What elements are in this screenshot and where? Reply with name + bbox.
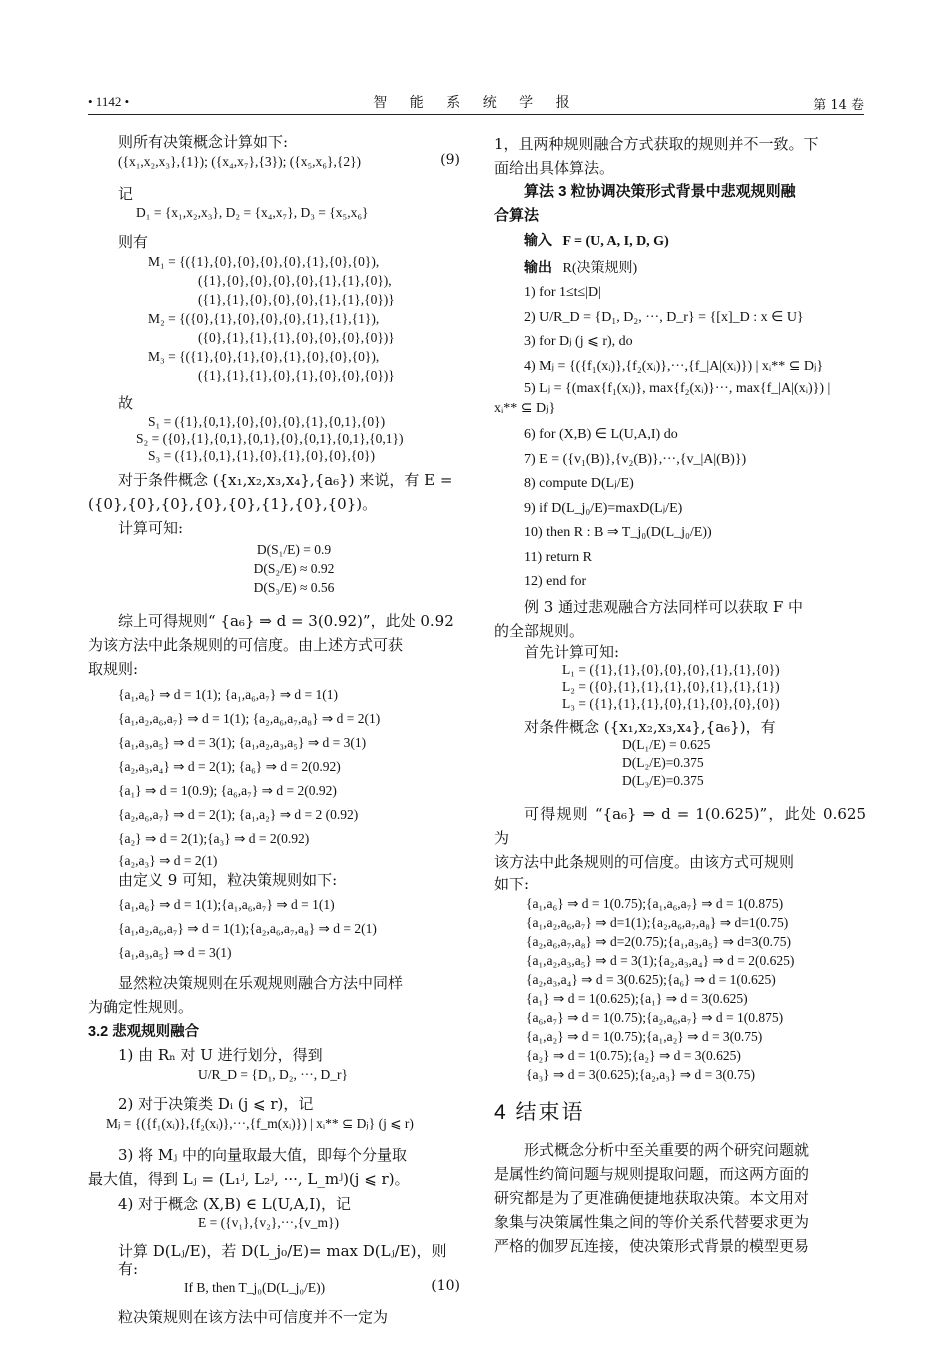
formula: ({1},{1},{1},{0},{1},{0},{0},{0})}	[198, 368, 395, 383]
page-number: • 1142 •	[88, 94, 130, 109]
formula: ({0},{1},{1},{1},{0},{0},{0},{0})}	[198, 330, 395, 345]
paragraph: 3) 将 Mⱼ 中的向量取最大值，即每个分量取	[118, 1146, 408, 1164]
formula: L₁ = ({1},{1},{0},{0},{0},{1},{1},{0})	[562, 661, 780, 677]
formula: D(S₁/E) = 0.9	[256, 542, 332, 557]
rule-line: {a₂} ⇒ d = 1(0.75);{a₂} ⇒ d = 3(0.625)	[526, 1047, 741, 1063]
rule-line: {a₁,a₂,a₃,a₅} ⇒ d = 3(1);{a₂,a₃,a₄} ⇒ d = 2(0.625)	[526, 952, 795, 968]
algorithm-title: 合算法	[494, 207, 540, 224]
paragraph: 对条件概念 ({x₁,x₂,x₃,x₄},{a₆})，有	[524, 717, 776, 736]
algorithm-step: 8) compute D(Lⱼ/E)	[524, 476, 634, 491]
rule-line: {a₁,a₆} ⇒ d = 1(1);{a₁,a₆,a₇} ⇒ d = 1(1)	[118, 897, 335, 912]
paragraph: 则有	[118, 233, 149, 251]
algorithm-step: 9) if D(L_j₀/E)=maxD(Lⱼ/E)	[524, 500, 683, 516]
equation-number: (9)	[440, 152, 460, 168]
input-value: F = (U, A, I, D, G)	[562, 234, 669, 249]
paragraph: 严格的伽罗瓦连接，使决策形式背景的模型更易	[494, 1236, 810, 1255]
rule-line: {a₁,a₂,a₆,a₇} ⇒ d = 1(1);{a₂,a₆,a₇,a₈} ⇒ d = 2(1)	[118, 921, 377, 936]
paragraph: 故	[118, 394, 134, 412]
paragraph: 可得规则 “{a₆} ⇒ d = 1(0.625)”，此处 0.625 为	[494, 804, 866, 847]
rule-line: {a₃} ⇒ d = 3(0.625);{a₂,a₃} ⇒ d = 3(0.75)	[526, 1066, 755, 1082]
paragraph: 象集与决策属性集之间的等价关系代替要求更为	[494, 1212, 810, 1231]
paragraph: ({0},{0},{0},{0},{0},{1},{0},{0})。	[88, 495, 378, 513]
formula: D(L₃/E)=0.375	[622, 772, 704, 788]
volume-label: 第 14 卷	[813, 98, 864, 113]
algorithm-step: xᵢ** ⊆ Dⱼ}	[494, 401, 556, 416]
algorithm-step: 5) Lⱼ = {(max{f₁(xᵢ)}, max{f₂(xᵢ)}···, max{f_|A|(xᵢ)}) |	[524, 381, 831, 396]
rule-line: {a₁,a₃,a₅} ⇒ d = 3(1)	[118, 945, 232, 960]
output-label: 输出	[524, 258, 552, 275]
paragraph: 4) 对于概念 (X,B) ∈ L(U,A,I)，记	[118, 1195, 351, 1213]
paragraph: 1，且两种规则融合方式获取的规则并不一致。下	[494, 135, 819, 153]
equation-10	[88, 1278, 460, 1297]
rule-line: {a₁,a₂} ⇒ d = 1(0.75);{a₁,a₂} ⇒ d = 3(0.75)	[526, 1028, 763, 1044]
paragraph: 最大值，得到 Lⱼ = (L₁ʲ, L₂ʲ, ···, L_mʲ)(j ⩽ r)。	[88, 1170, 410, 1188]
algorithm-step: 10) then R : B ⇒ T_j₀(D(L_j₀/E))	[524, 525, 712, 540]
paragraph: 取规则:	[88, 660, 139, 678]
formula: ({1},{1},{0},{0},{0},{1},{1},{0})}	[198, 292, 395, 307]
rule-line: {a₂,a₃} ⇒ d = 2(1)	[118, 853, 218, 868]
rule-line: {a₁,a₃,a₅} ⇒ d = 3(1); {a₁,a₂,a₃,a₅} ⇒ d = 3(1)	[118, 735, 367, 750]
journal-title: 智 能 系 统 学 报	[373, 95, 579, 111]
paragraph: 首先计算可知:	[524, 642, 620, 661]
algorithm-step: 3) for Dⱼ (j ⩽ r), do	[524, 334, 633, 349]
paragraph: 2) 对于决策类 Dᵢ (j ⩽ r)，记	[118, 1095, 314, 1113]
algorithm-step: 6) for (X,B) ∈ L(U,A,I) do	[524, 427, 678, 442]
rule-line: {a₂,a₃,a₄} ⇒ d = 3(0.625);{a₆} ⇒ d = 1(0.625)	[526, 971, 776, 987]
formula: M₁ = {({1},{0},{0},{0},{0},{1},{0},{0}),	[148, 254, 380, 269]
rule-line: {a₁,a₂,a₆,a₇} ⇒ d = 1(1); {a₂,a₆,a₇,a₈} ⇒ d = 2(1)	[118, 711, 381, 726]
example-heading: 例 3 通过悲观融合方法同样可以获取 F 中	[524, 597, 804, 616]
formula: L₂ = ({0},{1},{1},{1},{0},{1},{1},{1})	[562, 678, 780, 694]
paragraph: 的全部规则。	[494, 621, 585, 640]
section-heading: 4 结束语	[494, 1100, 585, 1124]
paragraph: 计算 D(Lⱼ/E)，若 D(L_j₀/E)= max D(Lⱼ/E)，则有:	[118, 1242, 447, 1278]
formula: S₂ = ({0},{1},{0,1},{0,1},{0},{0,1},{0,1},{0,1})	[136, 431, 404, 446]
paragraph: 如下:	[494, 874, 530, 893]
rule-line: {a₂,a₆,a₇,a₈} ⇒ d=2(0.75);{a₁,a₃,a₅} ⇒ d=3(0.75)	[526, 933, 792, 949]
formula: L₃ = ({1},{1},{1},{0},{1},{0},{0},{0})	[562, 695, 780, 711]
algorithm-title: 算法 3 粒协调决策形式背景中悲观规则融	[524, 183, 796, 200]
equation-body: If B, then T_j₀(D(L_j₀/E))	[184, 1280, 326, 1295]
rule-line: {a₂,a₃,a₄} ⇒ d = 2(1); {a₆} ⇒ d = 2(0.92)	[118, 759, 341, 774]
equation-number: (10)	[431, 1278, 460, 1294]
formula: S₃ = ({1},{0,1},{1},{0},{1},{0},{0},{0})	[148, 448, 375, 463]
paragraph: 形式概念分析中至关重要的两个研究问题就	[524, 1140, 810, 1159]
paragraph: 则所有决策概念计算如下:	[118, 133, 289, 151]
rule-line: {a₂} ⇒ d = 2(1);{a₃} ⇒ d = 2(0.92)	[118, 831, 310, 846]
rule-line: {a₆,a₇} ⇒ d = 1(0.75);{a₂,a₆,a₇} ⇒ d = 1(0.875)	[526, 1009, 784, 1025]
algorithm-step: 12) end for	[524, 574, 587, 589]
algorithm-step: 11) return R	[524, 549, 592, 565]
formula: D₁ = {x₁,x₂,x₃}, D₂ = {x₄,x₇}, D₃ = {x₅,x₆}	[136, 205, 369, 220]
paragraph: 面给出具体算法。	[494, 159, 615, 177]
formula: D(S₃/E) ≈ 0.56	[253, 580, 335, 595]
rule-line: {a₁} ⇒ d = 1(0.625);{a₁} ⇒ d = 3(0.625)	[526, 990, 748, 1006]
paragraph: 该方法中此条规则的可信度。由该方式可规则	[494, 852, 795, 871]
paragraph: 为确定性规则。	[88, 998, 194, 1016]
algorithm-output	[494, 255, 866, 282]
output-value: R(决策规则)	[562, 260, 638, 276]
paragraph: 研究都是为了更准确便捷地获取决策。本文用对	[494, 1188, 810, 1207]
equation-9	[88, 152, 460, 171]
running-header	[88, 92, 864, 115]
paragraph: 记	[118, 185, 134, 203]
algorithm-step: 2) U/R_D = {D₁, D₂, ···, D_r} = {[x]_D : x ∈ U}	[524, 309, 804, 325]
formula: D(L₁/E) = 0.625	[622, 736, 711, 752]
paragraph: 为该方法中此条规则的可信度。由上述方式可获	[88, 636, 404, 654]
algorithm-input	[494, 228, 866, 255]
rule-line: {a₁,a₂,a₆,a₇} ⇒ d=1(1);{a₂,a₆,a₇,a₈} ⇒ d=1(0.75)	[526, 914, 789, 930]
formula: U/R_D = {D₁, D₂, ···, D_r}	[198, 1067, 348, 1082]
paragraph: 综上可得规则“ {a₆} ⇒ d = 3(0.92)”，此处 0.92	[118, 612, 454, 630]
rule-line: {a₁,a₆} ⇒ d = 1(1); {a₁,a₆,a₇} ⇒ d = 1(1)	[118, 687, 338, 702]
paragraph: 计算可知:	[118, 519, 184, 537]
formula: D(L₂/E)=0.375	[622, 754, 704, 770]
paragraph: 1) 由 Rₙ 对 U 进行划分，得到	[118, 1046, 323, 1064]
equation-body: ({x₁,x₂,x₃},{1}); ({x₄,x₇},{3}); ({x₅,x₆},{2})	[118, 154, 362, 169]
formula: D(S₂/E) ≈ 0.92	[253, 561, 335, 576]
formula: M₂ = {({0},{1},{0},{0},{0},{1},{1},{1}),	[148, 311, 380, 326]
formula: E = ({v₁},{v₂},···,{v_m})	[198, 1215, 340, 1230]
right-column	[494, 132, 866, 1258]
paragraph: 是属性约简问题与规则提取问题，而这两方面的	[494, 1164, 810, 1183]
formula: M₃ = {({1},{0},{1},{0},{1},{0},{0},{0}),	[148, 349, 380, 364]
paragraph: 显然粒决策规则在乐观规则融合方法中同样	[118, 974, 404, 992]
rule-line: {a₁,a₆} ⇒ d = 1(0.75);{a₁,a₆,a₇} ⇒ d = 1(0.875)	[526, 895, 784, 911]
formula: ({1},{0},{0},{0},{0},{1},{1},{0}),	[198, 273, 392, 288]
paragraph: 由定义 9 可知，粒决策规则如下:	[118, 871, 338, 889]
algorithm-step: 4) Mⱼ = {({f₁(xᵢ)},{f₂(xᵢ)},···,{f_|A|(xᵢ)}) | xᵢ** ⊆ Dⱼ}	[524, 358, 824, 374]
algorithm-step: 1) for 1≤t≤|D|	[524, 285, 601, 300]
left-column	[88, 132, 460, 1329]
algorithm-step: 7) E = ({v₁(B)},{v₂(B)},···,{v_|A|(B)})	[524, 451, 747, 467]
formula: Mⱼ = {({f₁(xᵢ)},{f₂(xᵢ)},···,{f_m(xᵢ)}) | xᵢ** ⊆ Dⱼ} (j ⩽ r)	[106, 1116, 414, 1131]
input-label: 输入	[524, 232, 552, 248]
section-heading: 3.2 悲观规则融合	[88, 1024, 200, 1040]
rule-line: {a₁} ⇒ d = 1(0.9); {a₆,a₇} ⇒ d = 2(0.92)	[118, 783, 337, 798]
paragraph: 粒决策规则在该方法中可信度并不一定为	[118, 1308, 389, 1326]
formula: S₁ = ({1},{0,1},{0},{0},{0},{1},{0,1},{0})	[148, 414, 386, 429]
rule-line: {a₂,a₆,a₇} ⇒ d = 2(1); {a₁,a₂} ⇒ d = 2 (0.92)	[118, 807, 359, 822]
paragraph: 对于条件概念 ({x₁,x₂,x₃,x₄},{a₆}) 来说，有 E =	[118, 471, 453, 489]
